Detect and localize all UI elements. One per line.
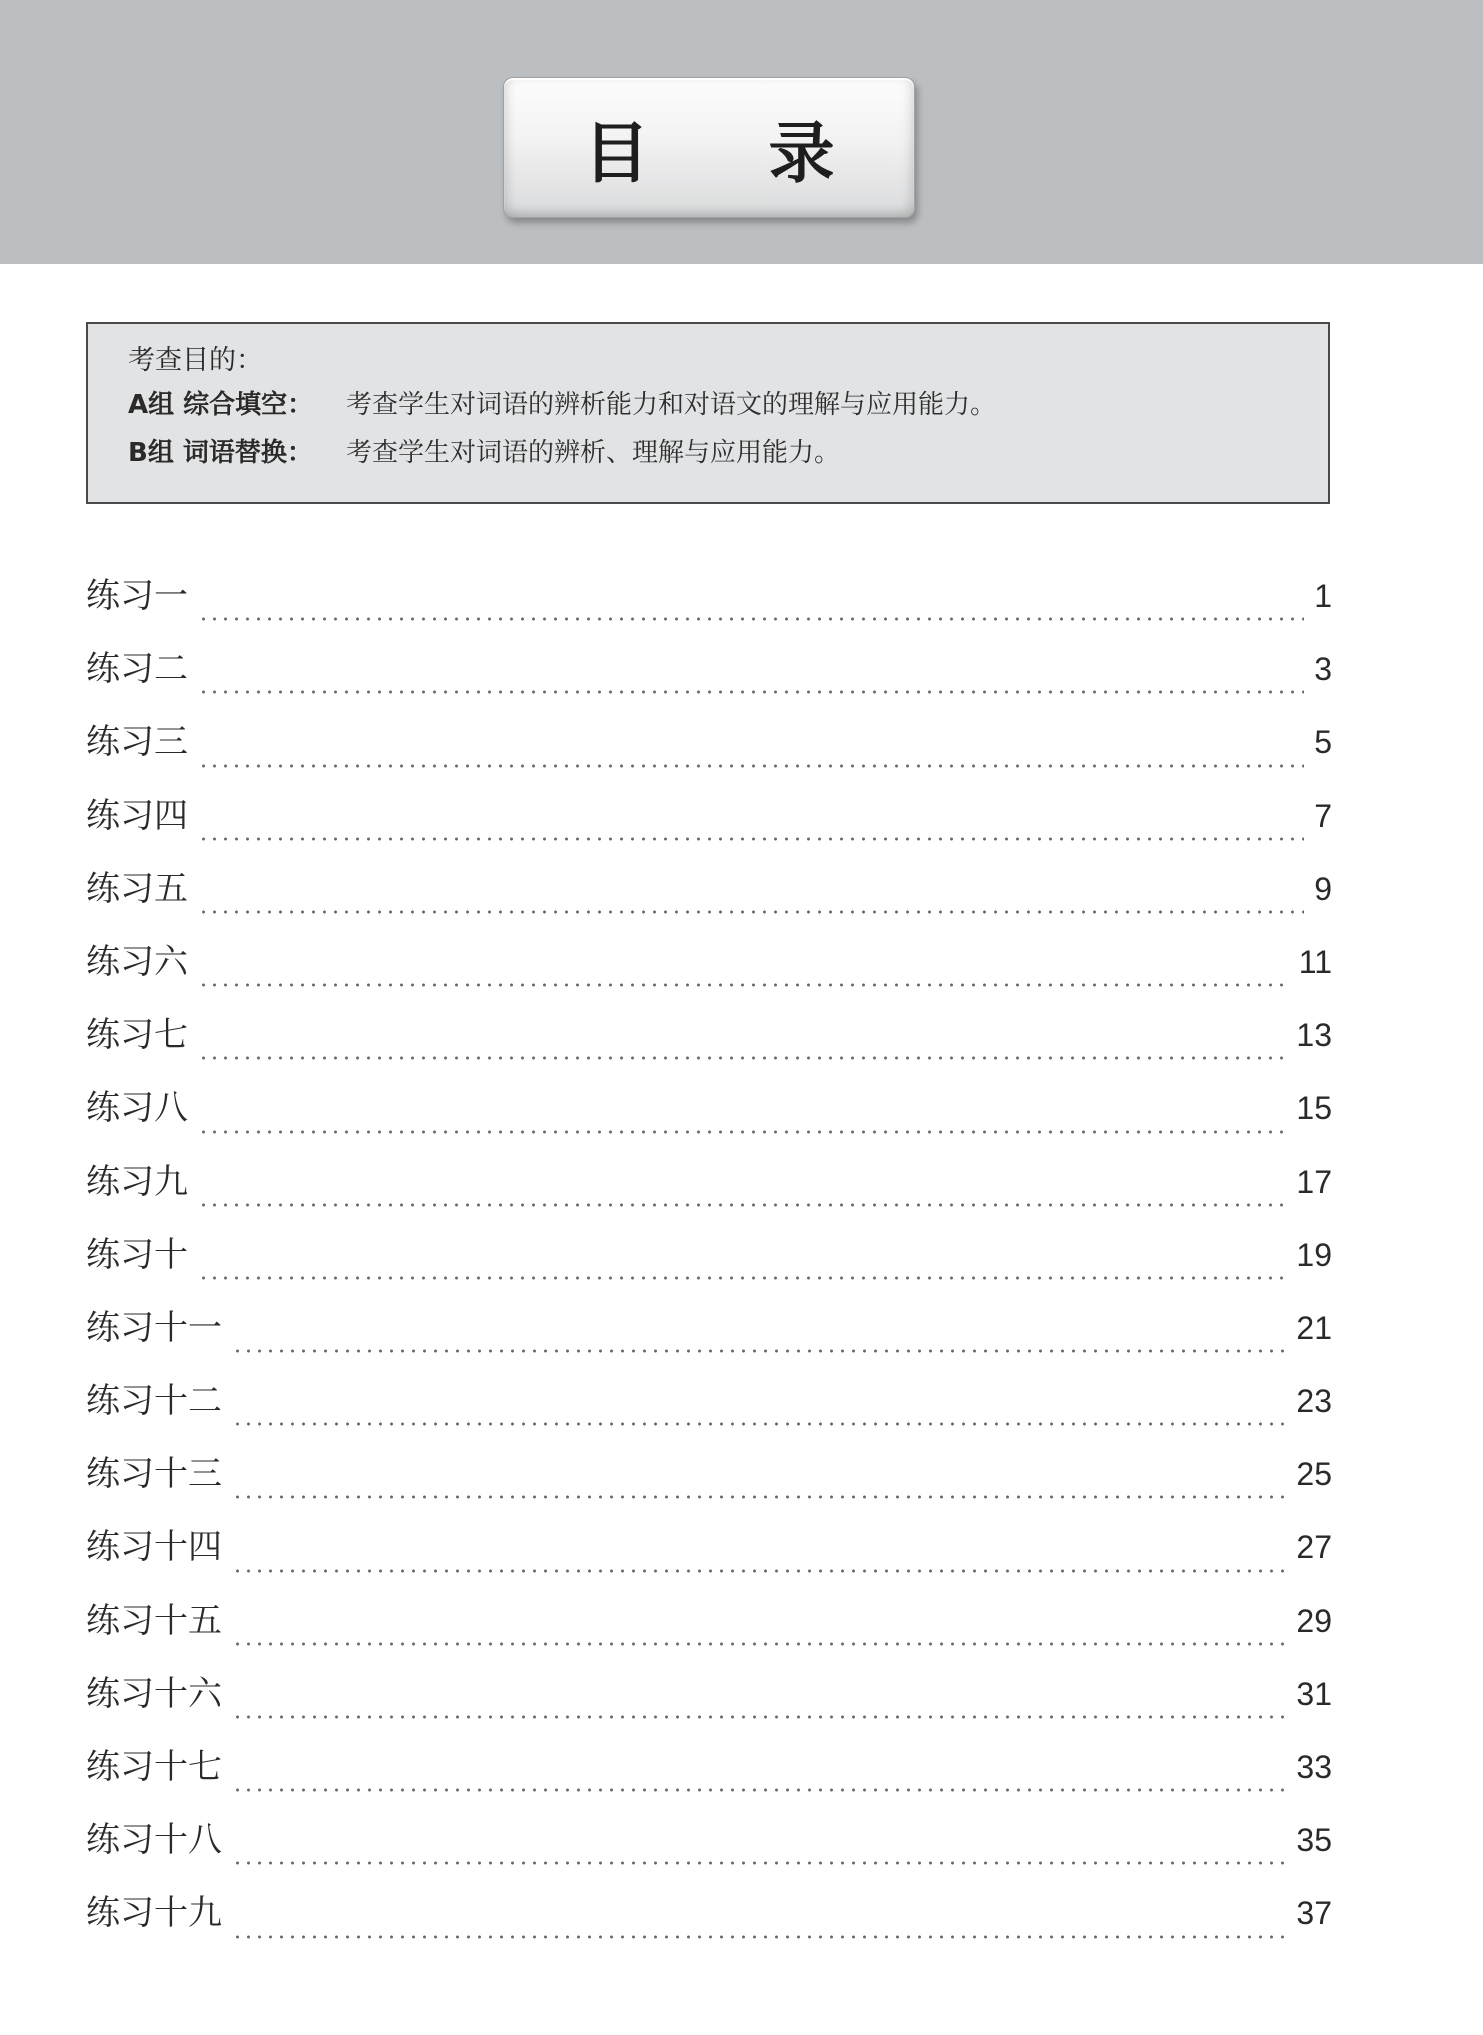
toc-entry-title: 练习六 xyxy=(86,941,188,982)
toc-entry-title: 练习十一 xyxy=(86,1307,222,1348)
dot-leader xyxy=(232,1715,1288,1719)
toc-entry-page: 23 xyxy=(1296,1383,1332,1420)
dot-leader xyxy=(232,1788,1288,1792)
toc-entry-page: 5 xyxy=(1314,724,1332,761)
toc-entry-page: 9 xyxy=(1314,870,1332,907)
objective-label: B组 词语替换： xyxy=(128,438,313,468)
toc-entry-page: 3 xyxy=(1314,651,1332,688)
toc-entry-page: 21 xyxy=(1296,1309,1332,1346)
header-band xyxy=(0,0,1483,264)
toc-entry[interactable] xyxy=(86,1664,1332,1737)
toc-entry[interactable] xyxy=(86,932,1332,1005)
dot-leader xyxy=(232,1861,1288,1865)
dot-leader xyxy=(232,1935,1288,1939)
toc-entry-page: 29 xyxy=(1296,1602,1332,1639)
dot-leader xyxy=(232,1569,1288,1573)
toc-entry[interactable] xyxy=(86,1298,1332,1371)
dot-leader xyxy=(198,764,1304,768)
toc-entry-page: 33 xyxy=(1296,1749,1332,1785)
toc-entry-title: 练习十 xyxy=(86,1234,188,1275)
toc-entry-title: 练习十四 xyxy=(86,1527,222,1568)
toc-entry-page: 31 xyxy=(1296,1675,1332,1712)
toc-entry-page: 27 xyxy=(1296,1529,1332,1566)
toc-entry-title: 练习二 xyxy=(86,649,188,690)
toc-entry-title: 练习五 xyxy=(86,868,188,909)
toc-entry[interactable] xyxy=(86,1371,1332,1444)
toc-entry-page: 13 xyxy=(1296,1017,1332,1054)
toc-entry-page: 7 xyxy=(1314,797,1332,834)
toc-entry-title: 练习十五 xyxy=(86,1600,222,1641)
toc-entry-title: 练习十八 xyxy=(86,1820,222,1861)
toc-entry[interactable] xyxy=(86,786,1332,859)
objective-item-b xyxy=(128,438,1328,486)
toc-entry-title: 练习十六 xyxy=(86,1673,222,1714)
toc-entry[interactable] xyxy=(86,1444,1332,1517)
toc-entry-page: 19 xyxy=(1296,1236,1332,1273)
toc-entry[interactable] xyxy=(86,859,1332,932)
toc-entry[interactable] xyxy=(86,566,1332,639)
title-plate xyxy=(503,77,915,218)
toc-entry[interactable] xyxy=(86,1737,1332,1810)
dot-leader xyxy=(198,1056,1288,1060)
dot-leader xyxy=(198,1130,1288,1134)
objective-item-a xyxy=(128,390,1328,438)
toc-entry[interactable] xyxy=(86,712,1332,785)
objective-box xyxy=(86,322,1330,504)
toc-entry-title: 练习三 xyxy=(86,722,188,763)
toc-entry[interactable] xyxy=(86,639,1332,712)
objective-label: A组 综合填空： xyxy=(128,390,314,420)
toc-entry-title: 练习七 xyxy=(86,1015,188,1056)
dot-leader xyxy=(232,1349,1288,1353)
dot-leader xyxy=(198,1203,1288,1207)
toc-entry-title: 练习四 xyxy=(86,795,188,836)
toc-entry-title: 练习十七 xyxy=(86,1747,222,1787)
toc-entry-title: 练习九 xyxy=(86,1161,188,1202)
dot-leader xyxy=(232,1642,1288,1646)
toc-entry-title: 练习十九 xyxy=(86,1893,222,1934)
toc-entry[interactable] xyxy=(86,1152,1332,1225)
toc-entry[interactable] xyxy=(86,1078,1332,1151)
dot-leader xyxy=(198,690,1304,694)
page-title: 目 录 xyxy=(583,115,883,192)
objective-heading: 考查目的： xyxy=(128,345,263,376)
toc-entry-page: 15 xyxy=(1296,1090,1332,1127)
table-of-contents xyxy=(86,566,1332,1957)
dot-leader xyxy=(198,617,1304,621)
dot-leader xyxy=(232,1495,1288,1499)
dot-leader xyxy=(198,837,1304,841)
toc-entry-page: 35 xyxy=(1296,1822,1332,1859)
toc-entry-page: 25 xyxy=(1296,1456,1332,1493)
toc-entry-title: 练习一 xyxy=(86,576,188,616)
toc-entry-page: 37 xyxy=(1296,1895,1332,1932)
dot-leader xyxy=(232,1422,1288,1426)
toc-entry[interactable] xyxy=(86,1005,1332,1078)
toc-entry[interactable] xyxy=(86,1810,1332,1883)
toc-entry-page: 17 xyxy=(1296,1163,1332,1200)
toc-entry-page: 1 xyxy=(1314,578,1332,614)
toc-entry[interactable] xyxy=(86,1883,1332,1956)
toc-entry[interactable] xyxy=(86,1517,1332,1590)
objective-description: 考查学生对词语的辨析能力和对语文的理解与应用能力。 xyxy=(346,390,997,420)
toc-entry-title: 练习十二 xyxy=(86,1381,222,1422)
toc-entry[interactable] xyxy=(86,1225,1332,1298)
dot-leader xyxy=(198,910,1304,914)
dot-leader xyxy=(198,983,1291,987)
toc-entry-page: 11 xyxy=(1298,943,1332,980)
toc-entry[interactable] xyxy=(86,1591,1332,1664)
objective-description: 考查学生对词语的辨析、理解与应用能力。 xyxy=(346,438,841,468)
toc-entry-title: 练习十三 xyxy=(86,1454,222,1495)
toc-entry-title: 练习八 xyxy=(86,1088,188,1129)
dot-leader xyxy=(198,1276,1288,1280)
